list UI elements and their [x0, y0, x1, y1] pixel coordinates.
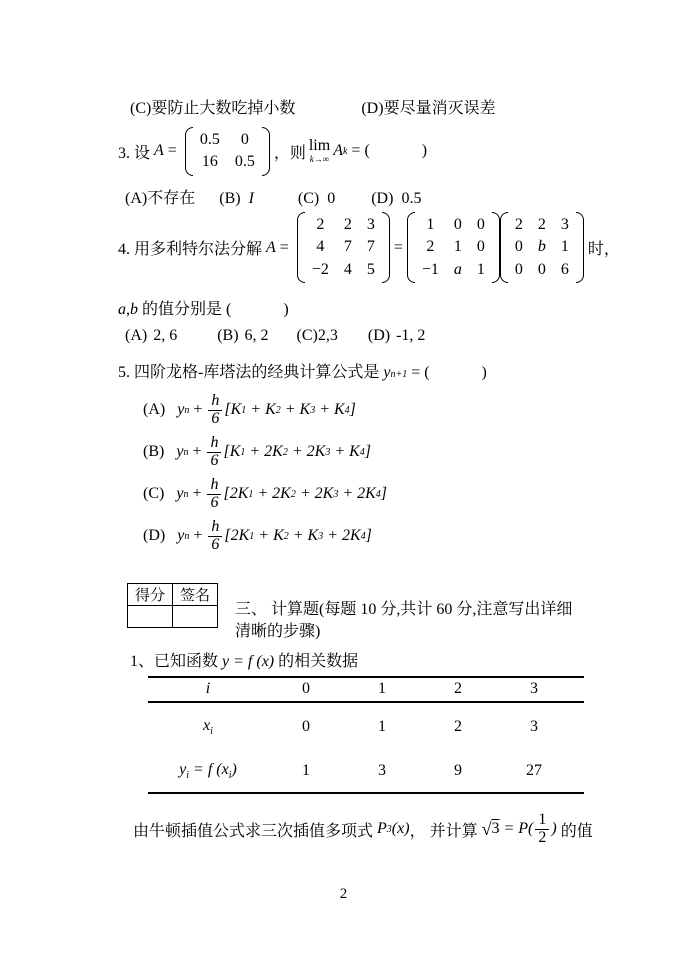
- header-value: 0: [302, 680, 310, 697]
- equals-sign: =: [163, 142, 181, 160]
- matrix-cell: 0: [453, 216, 462, 233]
- option-c-text: 0: [327, 190, 336, 207]
- matrix-cells: [508, 212, 576, 283]
- newton-text-1: 由牛顿插值公式求三次插值多项式: [133, 822, 378, 840]
- term-subscript: 4: [344, 404, 350, 416]
- matrix-cell: 4: [343, 260, 352, 278]
- term-subscript: 3: [310, 404, 316, 416]
- fraction-numerator: h: [211, 391, 220, 409]
- fraction-numerator: 1: [538, 811, 547, 828]
- option-c: [130, 95, 295, 118]
- calc-1-suffix: 的相关数据: [274, 653, 359, 670]
- var-x-sub: i: [210, 725, 213, 737]
- formula-term: [2K: [224, 527, 250, 544]
- option-c: [298, 190, 335, 208]
- formula-term: + 2K: [287, 443, 326, 460]
- var-yn: y: [177, 527, 185, 544]
- term-subscript: 3: [333, 488, 339, 500]
- option-d-text: 要尽量消灭误差: [383, 100, 496, 117]
- question-4-number: 4. 用多利特尔法分解: [118, 241, 267, 259]
- matrix-cell: 6: [560, 260, 569, 278]
- left-paren: [297, 212, 305, 283]
- matrix-cell: 0.5: [199, 131, 220, 148]
- plus-sign: +: [188, 443, 206, 460]
- formula-term: + 2K: [295, 485, 334, 502]
- var-A-power-exp: k: [342, 145, 348, 157]
- formula-term: + K: [288, 527, 319, 544]
- var-A-power-base: A: [333, 142, 343, 160]
- matrix-A-2x2: [185, 127, 270, 176]
- matrix-cell: 5: [366, 260, 375, 278]
- newton-text-3: 的值: [556, 822, 593, 840]
- signature-value-cell: [173, 606, 218, 628]
- matrix-cell: 1: [426, 216, 435, 233]
- term-subscript: 2: [282, 446, 288, 458]
- question-4-options: [125, 327, 425, 345]
- header-value: 1: [378, 680, 386, 697]
- matrix-cell: 0.5: [234, 153, 255, 171]
- newton-text-2: ， 并计算: [409, 822, 482, 840]
- var-ab: a,b: [118, 301, 138, 318]
- closing-bracket: ]: [380, 485, 388, 502]
- table-row-y: [148, 750, 584, 792]
- option-d-text: -1, 2: [396, 327, 426, 344]
- matrix-A-3x3: [297, 212, 390, 283]
- close-paren: ): [231, 761, 237, 778]
- formula-term: + 2K: [323, 527, 361, 544]
- row-x-label: [148, 717, 268, 737]
- var-yn-sub: n: [184, 404, 190, 416]
- formula-term: + 2K: [245, 443, 283, 460]
- matrix-cell: 2: [514, 216, 523, 233]
- page-number: 2: [339, 886, 348, 902]
- option-b-label: (B): [143, 443, 165, 460]
- question-3-number: 3. 设: [118, 144, 155, 162]
- score-header-row: [128, 584, 218, 606]
- cell-value: 2: [454, 717, 462, 735]
- option-d-label: (D): [371, 190, 394, 207]
- calc-question-1: [130, 648, 358, 671]
- signature-header-cell: 签名: [173, 584, 218, 606]
- header-i: i: [205, 680, 211, 697]
- var-yn: y: [176, 443, 184, 460]
- option-a: [125, 327, 177, 345]
- formula-term: + K: [315, 401, 345, 418]
- row-y-label: [148, 761, 268, 781]
- matrix-cells: [305, 212, 382, 283]
- equals-sign: =: [393, 238, 403, 256]
- option-a-label: (A): [125, 190, 148, 207]
- option-b-label: (B): [219, 190, 241, 207]
- answer-blank: = ( ): [347, 142, 428, 160]
- matrix-cell: 2: [343, 216, 352, 233]
- fraction-numerator: h: [210, 433, 219, 451]
- matrix-cell: 16: [201, 153, 218, 171]
- option-b: [217, 327, 268, 345]
- term-subscript: 1: [249, 530, 255, 542]
- option-c-label: (C): [143, 485, 165, 502]
- matrix-cell: −1: [421, 260, 439, 278]
- score-header-cell: 得分: [128, 584, 173, 606]
- var-yn: y: [176, 485, 184, 502]
- ab-question-text: 的值分别是 ( ): [138, 301, 289, 318]
- matrix-cell: 2: [316, 216, 325, 233]
- option-b: [219, 190, 254, 208]
- matrix-cell: 0: [476, 238, 485, 256]
- plus-sign: +: [189, 527, 207, 544]
- var-y-sub: i: [186, 770, 190, 781]
- term-subscript: 2: [275, 404, 281, 416]
- plus-sign: +: [188, 485, 206, 502]
- header-value: 2: [454, 680, 462, 697]
- fraction-denominator: 6: [208, 536, 222, 554]
- option-b-text: 6, 2: [244, 327, 269, 344]
- formula-term: + 2K: [338, 485, 376, 502]
- right-paren: [576, 212, 584, 283]
- matrix-cell: 0: [240, 131, 249, 148]
- term-subscript: 2: [283, 530, 289, 542]
- matrix-L: [407, 212, 500, 283]
- matrix-cell: 0: [514, 238, 523, 256]
- question-4-ab-line: [118, 296, 289, 319]
- sqrt-sign: √: [481, 818, 492, 839]
- right-paren: [382, 212, 390, 283]
- cell-value: 1: [302, 762, 310, 779]
- var-y: y: [383, 364, 391, 381]
- fraction-1-2: [535, 812, 549, 847]
- option-d: [368, 327, 426, 345]
- fraction-denominator: 6: [207, 494, 221, 512]
- question-5: [118, 359, 487, 382]
- formula-term: + K: [330, 443, 360, 460]
- right-paren: [492, 212, 500, 283]
- var-y-subscript: n+1: [390, 369, 408, 380]
- cell-value: 27: [526, 762, 542, 779]
- matrix-cell: 1: [453, 238, 462, 256]
- option-a-text: 2, 6: [153, 327, 178, 344]
- var-x: x: [203, 716, 211, 734]
- option-a-label: (A): [125, 327, 148, 344]
- score-signature-box: [127, 583, 218, 628]
- term-subscript: 4: [360, 530, 366, 542]
- question-3: [118, 127, 427, 176]
- section-3-heading: 三、 计算题(每题 10 分,共计 60 分,注意写出详细清晰的步骤): [235, 601, 573, 640]
- left-paren: [185, 127, 193, 176]
- cell-value: 9: [454, 762, 462, 779]
- close-paren: ): [551, 820, 557, 838]
- matrix-cell: 3: [366, 216, 375, 233]
- cell-value: 3: [530, 717, 538, 735]
- matrix-cell: 7: [366, 238, 375, 256]
- sqrt-argument: 3: [491, 820, 500, 838]
- matrix-cell: 0: [476, 216, 485, 233]
- fraction-numerator: h: [210, 475, 219, 493]
- formula-term: [K: [223, 443, 241, 460]
- matrix-cell: 1: [560, 238, 569, 256]
- term-subscript: 1: [248, 488, 254, 500]
- question-4-suffix: 时，: [587, 241, 620, 259]
- term-subscript: 3: [325, 446, 331, 458]
- closing-bracket: ]: [364, 443, 372, 460]
- var-P-sub: 3: [386, 823, 392, 835]
- matrix-cell-b: b: [537, 238, 546, 256]
- option-c-label: (C): [297, 190, 320, 207]
- matrix-cell: 7: [343, 238, 352, 256]
- formula-term: [2K: [223, 485, 249, 502]
- option-d: [361, 95, 495, 118]
- formula-term: + K: [254, 527, 284, 544]
- fraction-denominator: 2: [535, 829, 549, 847]
- matrix-cells: [415, 212, 492, 283]
- fraction-denominator: 6: [208, 410, 222, 428]
- option-d-label: (D): [361, 100, 384, 117]
- formula-term: [K: [224, 401, 242, 418]
- matrix-cell: 0: [514, 260, 523, 278]
- matrix-cell: 1: [476, 260, 485, 278]
- question-3-then: ，则: [273, 144, 306, 162]
- var-P: P: [377, 820, 387, 838]
- option-a: [143, 389, 387, 431]
- option-c: [143, 473, 387, 515]
- fraction-numerator: h: [211, 517, 220, 535]
- option-d-text: 0.5: [401, 190, 422, 207]
- term-subscript: 3: [318, 530, 324, 542]
- question-5-options: [143, 389, 387, 557]
- header-value: 3: [530, 680, 538, 697]
- matrix-cell: 2: [537, 216, 546, 233]
- matrix-cells: [193, 127, 262, 176]
- var-yn-sub: n: [183, 446, 189, 458]
- var-x-sub: i: [228, 770, 232, 781]
- question-4: [118, 212, 620, 283]
- option-c-label: (C): [130, 100, 152, 117]
- term-subscript: 2: [290, 488, 296, 500]
- formula-term: + K: [280, 401, 311, 418]
- cell-value: 3: [378, 762, 386, 779]
- option-d-label: (D): [367, 327, 391, 344]
- option-c-text: 2,3: [317, 327, 338, 344]
- equals-P-open: = P(: [499, 820, 534, 838]
- lim-subscript: k→∞: [309, 154, 330, 165]
- var-yn-sub: n: [183, 488, 189, 500]
- option-d-label: (D): [143, 527, 166, 544]
- P-argument: (x): [391, 820, 410, 838]
- plus-sign: +: [189, 401, 207, 418]
- right-paren: [262, 127, 270, 176]
- option-b-text: I: [248, 190, 254, 207]
- closing-bracket: ]: [365, 527, 372, 544]
- term-subscript: 1: [241, 404, 247, 416]
- term-subscript: 4: [375, 488, 381, 500]
- term-subscript: 1: [240, 446, 246, 458]
- matrix-U: [500, 212, 584, 283]
- option-a-text: 不存在: [147, 190, 196, 207]
- left-paren: [407, 212, 415, 283]
- term-subscript: 4: [359, 446, 365, 458]
- question-3-options: [125, 185, 421, 208]
- var-yn: y: [177, 401, 185, 418]
- option-d: [143, 515, 387, 557]
- lim-text: lim: [308, 137, 331, 155]
- closing-bracket: ]: [349, 401, 356, 418]
- fraction-h-6: [207, 477, 221, 512]
- fraction-h-6: [207, 435, 221, 470]
- var-A: A: [266, 238, 276, 256]
- matrix-cell-a: a: [453, 260, 462, 278]
- matrix-cell: 2: [426, 238, 435, 256]
- cell-value: 1: [378, 717, 386, 735]
- fraction-h-6: [208, 393, 222, 428]
- matrix-cell: 0: [537, 260, 546, 278]
- option-d: [371, 190, 421, 208]
- calc-1-prefix: 1、已知函数: [130, 653, 223, 670]
- left-paren: [500, 212, 508, 283]
- option-b-label: (B): [217, 327, 239, 344]
- limit-expression: [309, 138, 330, 164]
- option-b: [143, 431, 387, 473]
- question2-options: [130, 95, 496, 118]
- var-yn-sub: n: [184, 530, 190, 542]
- eq-fx: = f (x: [189, 761, 229, 778]
- answer-blank: = ( ): [407, 364, 487, 381]
- newton-instruction: [133, 812, 593, 847]
- option-c-label: (C): [296, 327, 318, 344]
- option-a: [125, 185, 195, 208]
- table-header-row: [148, 678, 584, 703]
- table-row-x: [148, 703, 584, 750]
- var-A: A: [154, 142, 164, 160]
- score-empty-row: [128, 606, 218, 628]
- fraction-denominator: 6: [207, 452, 221, 470]
- calc-1-function: y = f (x): [222, 653, 275, 670]
- formula-term: + K: [246, 401, 276, 418]
- data-table: [148, 676, 584, 794]
- option-c: [297, 327, 338, 345]
- question-5-title: 5. 四阶龙格-库塔法的经典计算公式是: [118, 364, 384, 381]
- matrix-cell: 4: [316, 238, 325, 256]
- option-a-label: (A): [143, 401, 166, 418]
- option-c-text: 要防止大数吃掉小数: [151, 100, 296, 117]
- equals-sign: =: [275, 238, 293, 256]
- score-value-cell: [128, 606, 173, 628]
- cell-value: 0: [302, 717, 310, 735]
- fraction-h-6: [208, 519, 222, 554]
- formula-term: + 2K: [253, 485, 291, 502]
- var-y: y: [179, 761, 187, 778]
- matrix-cell: 3: [560, 216, 569, 233]
- matrix-cell: −2: [311, 260, 329, 278]
